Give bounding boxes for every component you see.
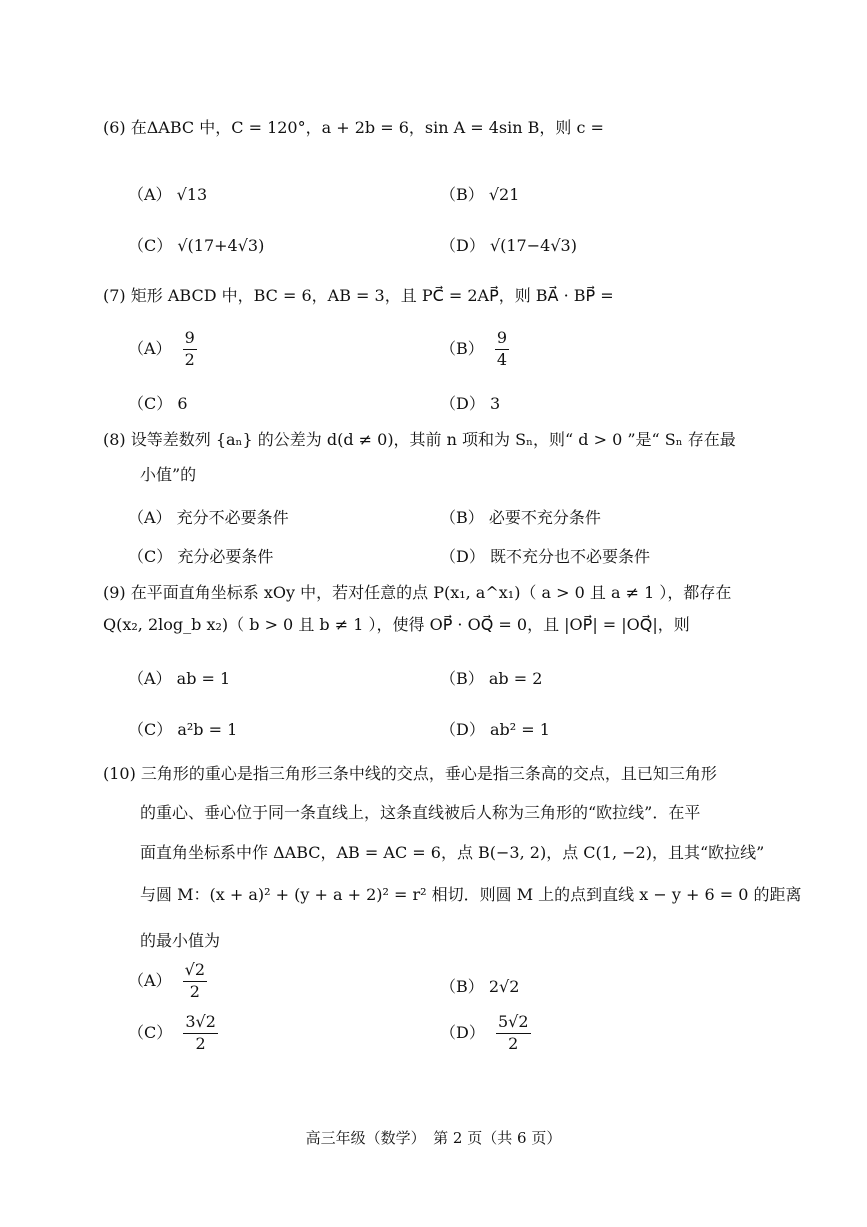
q10-stem-line-3: 面直角坐标系中作 ΔABC，AB = AC = 6，点 B(−3, 2)，点 C(1, −2)，且其“欧拉线” — [140, 843, 765, 862]
q7-option-d-text: 3 — [489, 394, 501, 413]
q6-option-b-label: （B） — [440, 185, 484, 204]
q7-option-b-fraction — [495, 330, 509, 369]
q7-option-c-label: （C） — [128, 394, 173, 413]
q8-stem-line-2: 小值”的 — [140, 465, 197, 484]
q8-option-c-text: 充分必要条件 — [177, 547, 274, 566]
q9-option-b-label: （B） — [440, 669, 484, 688]
q10-option-a-fraction — [183, 962, 207, 1001]
q7-option-b-numerator: 9 — [495, 330, 509, 350]
q8-stem-line-1: (8) 设等差数列 {aₙ} 的公差为 d(d ≠ 0)，其前 n 项和为 Sₙ，则“ d > 0 ”是“ Sₙ 存在最 — [103, 430, 736, 449]
q10-option-c — [128, 1014, 218, 1053]
q6-option-a-label: （A） — [128, 185, 172, 204]
q6-option-c — [128, 236, 264, 255]
q10-option-c-denominator: 2 — [195, 1033, 206, 1053]
q9-option-d-label: （D） — [440, 720, 485, 739]
q7-option-a-fraction — [183, 330, 197, 369]
q6-option-c-text: √(17+4√3) — [177, 236, 265, 255]
q9-option-c-text: a²b = 1 — [177, 720, 238, 739]
q9-option-c — [128, 720, 237, 739]
q10-option-a — [128, 962, 207, 1001]
q6-option-c-label: （C） — [128, 236, 173, 255]
q8-option-c — [128, 547, 273, 566]
q9-option-d — [440, 720, 550, 739]
q9-option-a-label: （A） — [128, 669, 172, 688]
q10-option-d-label: （D） — [440, 1022, 485, 1042]
q9-stem-line-2: Q(x₂, 2log_b x₂)（ b > 0 且 b ≠ 1 ），使得 OP⃗ · OQ⃗ = 0，且 |OP⃗| = |OQ⃗|，则 — [103, 615, 690, 634]
q7-option-b-label: （B） — [440, 338, 484, 358]
q9-stem-line-1: (9) 在平面直角坐标系 xOy 中，若对任意的点 P(x₁, a^x₁)（ a > 0 且 a ≠ 1 ），都存在 — [103, 583, 732, 602]
q7-option-b — [440, 330, 509, 369]
q6-option-b — [440, 185, 519, 204]
q6-option-a — [128, 185, 207, 204]
q10-option-b-label: （B） — [440, 977, 484, 996]
q10-stem-line-5: 的最小值为 — [140, 931, 221, 950]
q10-option-c-numerator: 3√2 — [183, 1014, 218, 1034]
q10-option-d — [440, 1014, 531, 1053]
q10-option-d-denominator: 2 — [508, 1033, 519, 1053]
q8-option-b-text: 必要不充分条件 — [488, 508, 601, 527]
q8-option-b — [440, 508, 601, 527]
q10-stem-line-1: (10) 三角形的重心是指三角形三条中线的交点，垂心是指三条高的交点，且已知三角形 — [103, 764, 717, 783]
q8-option-c-label: （C） — [128, 547, 173, 566]
q7-option-b-denominator: 4 — [496, 349, 508, 369]
q8-option-d-label: （D） — [440, 547, 485, 566]
q6-stem: (6) 在ΔABC 中，C = 120°，a + 2b = 6，sin A = 4sin B，则 c = — [103, 118, 604, 137]
q7-option-a — [128, 330, 197, 369]
q9-option-c-label: （C） — [128, 720, 173, 739]
q9-option-b — [440, 669, 542, 688]
q8-option-d — [440, 547, 650, 566]
q10-option-d-fraction — [496, 1014, 531, 1053]
q6-option-d-text: √(17−4√3) — [489, 236, 577, 255]
q7-option-d — [440, 394, 500, 413]
q10-option-d-numerator: 5√2 — [496, 1014, 531, 1034]
q6-option-d-label: （D） — [440, 236, 485, 255]
q6-option-a-text: √13 — [176, 185, 208, 204]
q6-option-d — [440, 236, 577, 255]
q10-stem-line-2: 的重心、垂心位于同一条直线上，这条直线被后人称为三角形的“欧拉线”．在平 — [140, 803, 701, 822]
q10-option-a-label: （A） — [128, 970, 172, 990]
q10-option-c-fraction — [183, 1014, 218, 1053]
q10-option-b — [440, 977, 519, 996]
q9-option-d-text: ab² = 1 — [489, 720, 550, 739]
q8-option-a — [128, 508, 289, 527]
q8-option-d-text: 既不充分也不必要条件 — [489, 547, 650, 566]
q7-option-c — [128, 394, 188, 413]
q7-option-a-label: （A） — [128, 338, 172, 358]
q10-option-b-text: 2√2 — [488, 977, 520, 996]
page-footer: 高三年级（数学） 第 2 页（共 6 页） — [305, 1129, 562, 1147]
q9-option-b-text: ab = 2 — [488, 669, 543, 688]
q7-option-a-denominator: 2 — [184, 349, 195, 369]
q8-option-a-label: （A） — [128, 508, 172, 527]
q10-stem-line-4: 与圆 M：(x + a)² + (y + a + 2)² = r² 相切．则圆 M 上的点到直线 x − y + 6 = 0 的距离 — [140, 885, 802, 904]
q10-option-a-numerator: √2 — [183, 962, 207, 982]
q10-option-a-denominator: 2 — [189, 981, 200, 1001]
q7-option-c-text: 6 — [177, 394, 188, 413]
q9-option-a-text: ab = 1 — [176, 669, 231, 688]
q7-stem: (7) 矩形 ABCD 中，BC = 6，AB = 3，且 PC⃗ = 2AP⃗，则 BA⃗ · BP⃗ = — [103, 286, 614, 305]
q7-option-a-numerator: 9 — [183, 330, 197, 350]
q7-option-d-label: （D） — [440, 394, 485, 413]
q9-option-a — [128, 669, 230, 688]
q8-option-b-label: （B） — [440, 508, 484, 527]
q10-option-c-label: （C） — [128, 1022, 173, 1042]
q6-option-b-text: √21 — [488, 185, 520, 204]
q8-option-a-text: 充分不必要条件 — [176, 508, 289, 527]
